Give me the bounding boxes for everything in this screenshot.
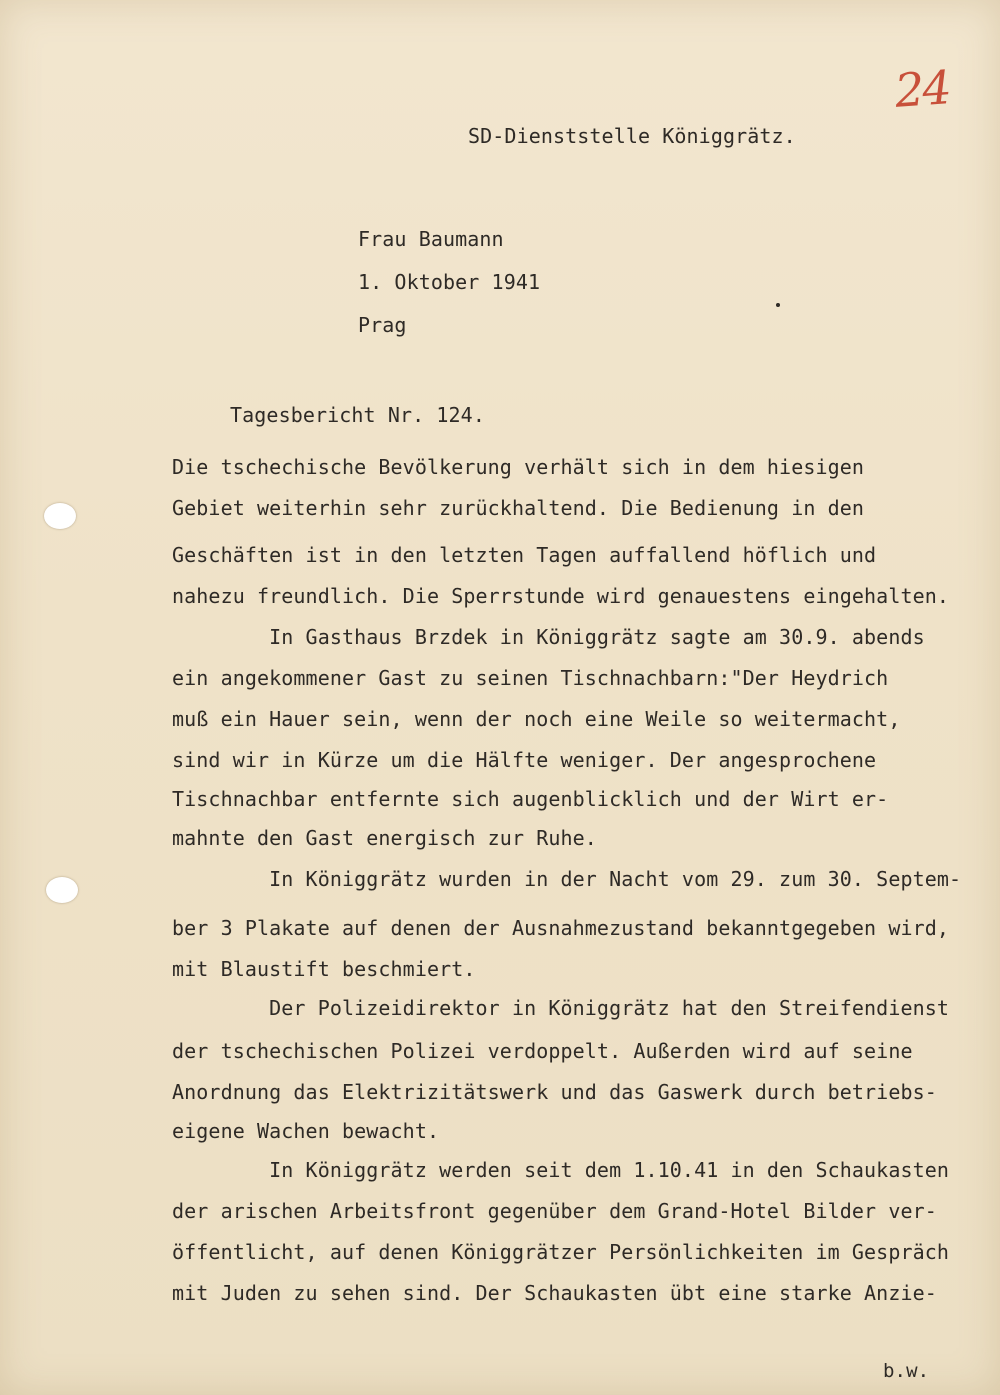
body-line: In Königgrätz wurden in der Nacht vom 29. zum 30. Septem-: [172, 867, 962, 891]
handwritten-page-number: 24: [893, 60, 952, 118]
continuation-mark: b.w.: [883, 1360, 930, 1382]
body-line: ber 3 Plakate auf denen der Ausnahmezustand bekanntgegeben wird,: [172, 916, 950, 940]
body-line: mit Blaustift beschmiert.: [172, 957, 476, 981]
body-line: sind wir in Kürze um die Hälfte weniger. Der angesprochene: [172, 748, 877, 772]
body-line: mahnte den Gast energisch zur Ruhe.: [172, 826, 597, 850]
body-line: Geschäften ist in den letzten Tagen auffallend höflich und: [172, 543, 877, 567]
recipient-name: Frau Baumann: [358, 227, 504, 251]
body-line: der arischen Arbeitsfront gegenüber dem Grand-Hotel Bilder ver-: [172, 1199, 937, 1223]
body-line: mit Juden zu sehen sind. Der Schaukasten übt eine starke Anzie-: [172, 1281, 937, 1305]
report-date: 1. Oktober 1941: [358, 270, 541, 294]
punch-hole: [46, 877, 78, 903]
ink-dot: [776, 303, 780, 307]
body-line: In Königgrätz werden seit dem 1.10.41 in den Schaukasten: [172, 1158, 950, 1182]
body-line: eigene Wachen bewacht.: [172, 1119, 440, 1143]
body-line: nahezu freundlich. Die Sperrstunde wird genauestens eingehalten.: [172, 584, 950, 608]
body-line: Die tschechische Bevölkerung verhält sich in dem hiesigen: [172, 455, 865, 479]
body-line: Anordnung das Elektrizitätswerk und das Gaswerk durch betriebs-: [172, 1080, 937, 1104]
body-line: öffentlicht, auf denen Königgrätzer Persönlichkeiten im Gespräch: [172, 1240, 950, 1264]
punch-hole: [44, 503, 76, 529]
body-line: der tschechischen Polizei verdoppelt. Außerden wird auf seine: [172, 1039, 913, 1063]
report-title: Tagesbericht Nr. 124.: [230, 403, 485, 427]
body-line: Tischnachbar entfernte sich augenblicklich und der Wirt er-: [172, 787, 889, 811]
body-line: In Gasthaus Brzdek in Königgrätz sagte am 30.9. abends: [172, 625, 925, 649]
body-line: Der Polizeidirektor in Königgrätz hat den Streifendienst: [172, 996, 950, 1020]
office-heading: SD-Dienststelle Königgrätz.: [468, 124, 796, 148]
body-line: ein angekommener Gast zu seinen Tischnachbarn:"Der Heydrich: [172, 666, 889, 690]
report-place: Prag: [358, 313, 407, 337]
body-line: muß ein Hauer sein, wenn der noch eine Weile so weitermacht,: [172, 707, 901, 731]
body-line: Gebiet weiterhin sehr zurückhaltend. Die Bedienung in den: [172, 496, 865, 520]
